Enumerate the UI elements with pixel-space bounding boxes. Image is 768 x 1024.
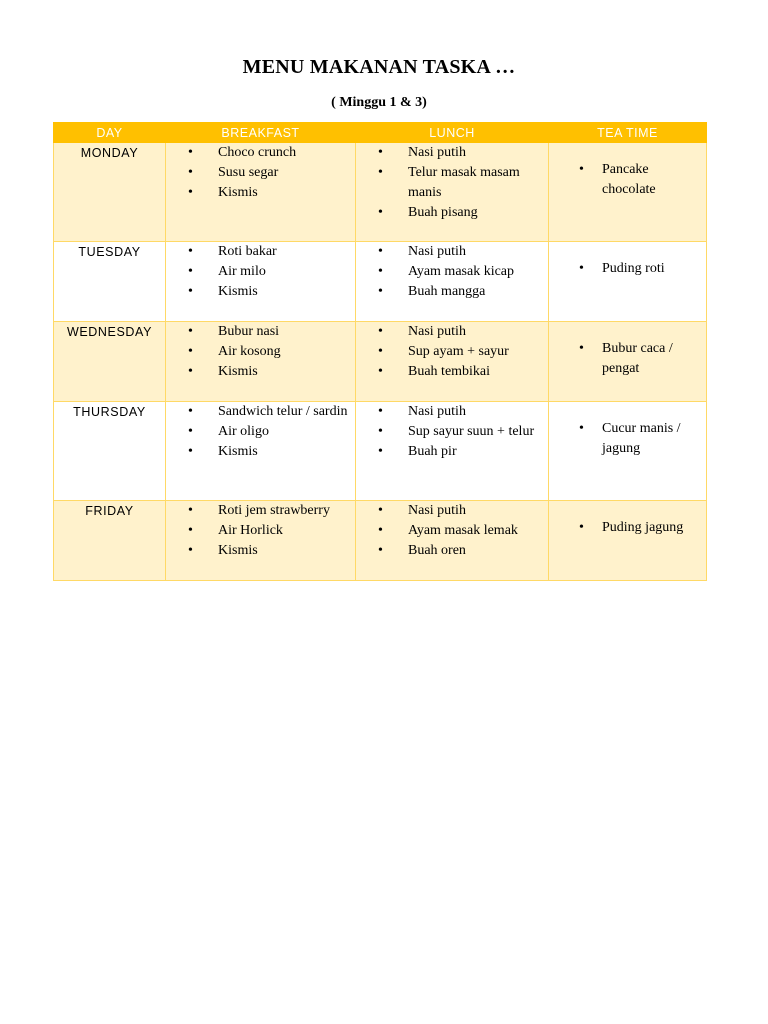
tea-time-cell	[549, 322, 707, 402]
lunch-cell	[356, 143, 549, 242]
breakfast-cell	[166, 402, 356, 501]
header-day: DAY	[54, 123, 166, 143]
tea-time-cell	[549, 143, 707, 242]
list-item: • Buah pir	[378, 442, 540, 462]
breakfast-list	[166, 322, 355, 382]
table-row-friday	[54, 501, 707, 581]
lunch-list	[356, 322, 548, 382]
header-tea-time: TEA TIME	[549, 123, 707, 143]
table-row-tuesday	[54, 242, 707, 322]
list-item: • Nasi putih	[378, 501, 540, 521]
list-item: • Choco crunch	[188, 143, 349, 163]
list-item: • Nasi putih	[378, 402, 540, 422]
list-item: • Kismis	[188, 282, 349, 302]
breakfast-cell	[166, 322, 356, 402]
list-item: • Puding jagung	[579, 518, 700, 538]
list-item: • Sup sayur suun + telur	[378, 422, 540, 442]
day-cell: WEDNESDAY	[54, 322, 166, 402]
breakfast-list	[166, 242, 355, 302]
list-item: • Kismis	[188, 362, 349, 382]
list-item: • Air milo	[188, 262, 349, 282]
breakfast-list	[166, 143, 355, 203]
document-subtitle: ( Minggu 1 & 3)	[331, 95, 427, 110]
lunch-cell	[356, 402, 549, 501]
header-lunch: LUNCH	[356, 123, 549, 143]
list-item: • Buah oren	[378, 541, 540, 561]
tea-time-list	[549, 259, 706, 279]
table-header-row	[54, 123, 707, 143]
lunch-list	[356, 242, 548, 302]
list-item: • Roti bakar	[188, 242, 349, 262]
list-item: • Telur masak masam manis	[378, 163, 540, 203]
list-item: • Sup ayam + sayur	[378, 342, 540, 362]
list-item: • Puding roti	[579, 259, 700, 279]
tea-time-cell	[549, 501, 707, 581]
lunch-cell	[356, 322, 549, 402]
lunch-list	[356, 501, 548, 561]
list-item: • Nasi putih	[378, 143, 540, 163]
list-item: • Air kosong	[188, 342, 349, 362]
tea-time-list	[549, 419, 706, 459]
header-breakfast: BREAKFAST	[166, 123, 356, 143]
list-item: • Sandwich telur / sardin	[188, 402, 349, 422]
list-item: • Air oligo	[188, 422, 349, 442]
day-cell: FRIDAY	[54, 501, 166, 581]
tea-time-cell	[549, 242, 707, 322]
menu-table	[53, 122, 707, 581]
list-item: • Buah mangga	[378, 282, 540, 302]
list-item: • Kismis	[188, 541, 349, 561]
list-item: • Kismis	[188, 183, 349, 203]
table-row-thursday	[54, 402, 707, 501]
list-item: • Cucur manis / jagung	[579, 419, 700, 459]
lunch-list	[356, 402, 548, 462]
lunch-cell	[356, 501, 549, 581]
breakfast-cell	[166, 143, 356, 242]
list-item: • Nasi putih	[378, 242, 540, 262]
list-item: • Pancake chocolate	[579, 160, 700, 200]
lunch-list	[356, 143, 548, 223]
breakfast-list	[166, 501, 355, 561]
list-item: • Buah pisang	[378, 203, 540, 223]
list-item: • Susu segar	[188, 163, 349, 183]
day-cell: TUESDAY	[54, 242, 166, 322]
day-cell: MONDAY	[54, 143, 166, 242]
list-item: • Bubur nasi	[188, 322, 349, 342]
tea-time-list	[549, 518, 706, 538]
list-item: • Roti jem strawberry	[188, 501, 349, 521]
breakfast-list	[166, 402, 355, 462]
document-title: MENU MAKANAN TASKA …	[242, 56, 516, 78]
tea-time-cell	[549, 402, 707, 501]
list-item: • Buah tembikai	[378, 362, 540, 382]
breakfast-cell	[166, 242, 356, 322]
list-item: • Bubur caca / pengat	[579, 339, 700, 379]
list-item: • Ayam masak lemak	[378, 521, 540, 541]
list-item: • Kismis	[188, 442, 349, 462]
list-item: • Ayam masak kicap	[378, 262, 540, 282]
list-item: • Air Horlick	[188, 521, 349, 541]
day-cell: THURSDAY	[54, 402, 166, 501]
tea-time-list	[549, 160, 706, 200]
tea-time-list	[549, 339, 706, 379]
table-row-wednesday	[54, 322, 707, 402]
list-item: • Nasi putih	[378, 322, 540, 342]
lunch-cell	[356, 242, 549, 322]
breakfast-cell	[166, 501, 356, 581]
table-row-monday	[54, 143, 707, 242]
